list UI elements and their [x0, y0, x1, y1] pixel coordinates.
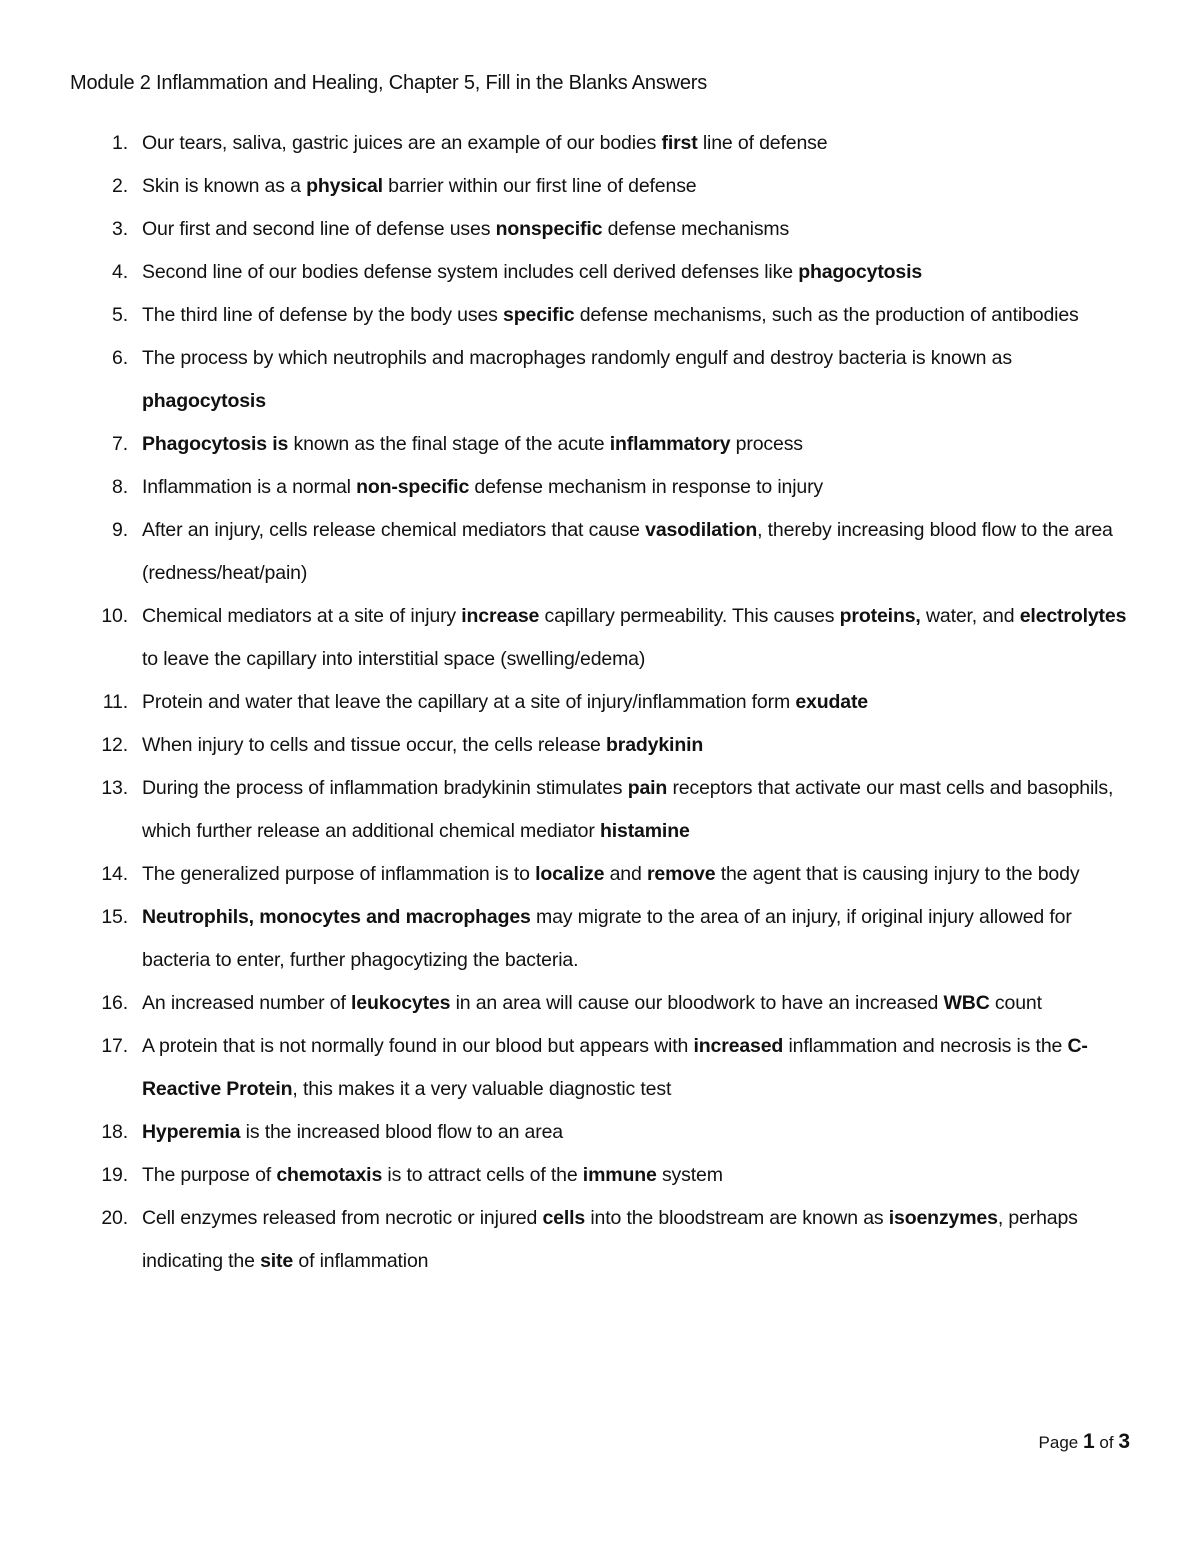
list-item-text — [142, 175, 697, 197]
list-item-text — [142, 132, 827, 154]
list-item-number: 6. — [112, 347, 128, 369]
list-item — [0, 724, 1200, 767]
list-item-text — [142, 476, 823, 498]
answer-term: phagocytosis — [798, 261, 923, 283]
statement-text: defense mechanisms, such as the production of antibodies — [574, 304, 1079, 326]
list-item-number: 2. — [112, 175, 128, 197]
list-item-number: 16. — [101, 992, 128, 1014]
list-item-number: 13. — [101, 777, 128, 799]
answer-term: Neutrophils, monocytes and macrophages — [142, 906, 531, 928]
list-item — [0, 337, 1200, 423]
statement-text: Our tears, saliva, gastric juices are an example of our bodies — [142, 132, 662, 154]
page-label: Page — [1038, 1433, 1079, 1452]
answer-term: cells — [542, 1207, 586, 1229]
statement-text: The process by which neutrophils and macrophages randomly engulf and destroy bacteria is known as — [142, 347, 1012, 369]
answer-term: site — [260, 1250, 294, 1272]
statement-text: The third line of defense by the body uses — [142, 304, 504, 326]
list-item-text — [142, 433, 803, 455]
list-item — [0, 896, 1200, 982]
list-item — [0, 423, 1200, 466]
answer-term: phagocytosis — [142, 390, 266, 412]
list-item — [0, 251, 1200, 294]
list-item — [0, 1025, 1200, 1111]
list-item-number: 4. — [112, 261, 128, 283]
list-item-number: 15. — [101, 906, 128, 928]
list-item-number: 10. — [101, 605, 128, 627]
list-item — [0, 294, 1200, 337]
statement-text: Chemical mediators at a site of injury — [142, 605, 462, 627]
list-item-number: 1. — [112, 132, 128, 154]
list-item — [0, 122, 1200, 165]
statement-text: capillary permeability. This causes — [539, 605, 840, 627]
list-item-text — [142, 691, 868, 713]
statement-text: defense mechanism in response to injury — [469, 476, 824, 498]
list-item-number: 7. — [112, 433, 128, 455]
statement-text: and — [604, 863, 647, 885]
list-item-text — [142, 605, 1126, 670]
list-item-text — [142, 777, 1113, 842]
list-item-number: 19. — [101, 1164, 128, 1186]
list-item-text — [142, 734, 703, 756]
answer-list — [0, 122, 1200, 1283]
answer-term: increase — [461, 605, 540, 627]
statement-text: known as the final stage of the acute — [288, 433, 610, 455]
list-item-number: 12. — [101, 734, 128, 756]
list-item-text — [142, 1121, 563, 1143]
answer-term: histamine — [599, 820, 690, 842]
list-item — [0, 466, 1200, 509]
answer-term: WBC — [943, 992, 990, 1014]
statement-text: A protein that is not normally found in our blood but appears with — [142, 1035, 694, 1057]
statement-text: The purpose of — [142, 1164, 277, 1186]
statement-text: line of defense — [697, 132, 828, 154]
statement-text: The generalized purpose of inflammation is to — [142, 863, 536, 885]
list-item-number: 9. — [112, 519, 128, 541]
statement-text: Inflammation is a normal — [142, 476, 357, 498]
statement-text: system — [656, 1164, 723, 1186]
list-item-text — [142, 1035, 1088, 1100]
current-page-number: 1 — [1082, 1430, 1095, 1453]
statement-text: is to attract cells of the — [382, 1164, 583, 1186]
answer-term: exudate — [795, 691, 868, 713]
statement-text: Skin is known as a — [142, 175, 307, 197]
list-item-text — [142, 218, 789, 240]
list-item — [0, 509, 1200, 595]
statement-text: , perhaps indicating the — [142, 1207, 1078, 1272]
list-item — [0, 1111, 1200, 1154]
of-label: of — [1099, 1433, 1114, 1452]
answer-term: specific — [503, 304, 575, 326]
list-item — [0, 681, 1200, 724]
list-item — [0, 595, 1200, 681]
statement-text: is the increased blood flow to an area — [240, 1121, 563, 1143]
list-item-text — [142, 304, 1079, 326]
statement-text: Our first and second line of defense uses — [142, 218, 496, 240]
list-item-number: 20. — [101, 1207, 128, 1229]
statement-text: Second line of our bodies defense system includes cell derived defenses like — [142, 261, 799, 283]
list-item-text — [142, 519, 1113, 584]
statement-text: When injury to cells and tissue occur, the cells release — [142, 734, 607, 756]
list-item-number: 17. — [101, 1035, 128, 1057]
statement-text: barrier within our first line of defense — [382, 175, 697, 197]
statement-text: Cell enzymes released from necrotic or injured — [142, 1207, 543, 1229]
statement-text: An increased number of — [142, 992, 352, 1014]
answer-term: bradykinin — [606, 734, 704, 756]
answer-term: nonspecific — [495, 218, 603, 240]
answer-term: isoenzymes — [888, 1207, 998, 1229]
list-item — [0, 1197, 1200, 1283]
statement-text: Protein and water that leave the capillary at a site of injury/inflammation form — [142, 691, 796, 713]
statement-text: inflammation and necrosis is the — [783, 1035, 1068, 1057]
statement-text: defense mechanisms — [602, 218, 790, 240]
statement-text: After an injury, cells release chemical mediators that cause — [142, 519, 646, 541]
list-item — [0, 982, 1200, 1025]
answer-term: leukocytes — [351, 992, 451, 1014]
statement-text: , this makes it a very valuable diagnostic test — [292, 1078, 672, 1100]
statement-text: During the process of inflammation bradykinin stimulates — [142, 777, 628, 799]
answer-term: localize — [535, 863, 605, 885]
statement-text: of inflammation — [293, 1250, 429, 1272]
statement-text: water, and — [920, 605, 1020, 627]
list-item-text — [142, 863, 1079, 885]
list-item — [0, 165, 1200, 208]
statement-text: count — [989, 992, 1042, 1014]
answer-term: immune — [582, 1164, 657, 1186]
answer-term: chemotaxis — [276, 1164, 383, 1186]
list-item-number: 5. — [112, 304, 128, 326]
list-item-text — [142, 906, 1072, 971]
list-item-number: 3. — [112, 218, 128, 240]
answer-term: proteins, — [839, 605, 921, 627]
answer-term: Hyperemia — [142, 1121, 241, 1143]
list-item — [0, 853, 1200, 896]
list-item-text — [142, 1164, 723, 1186]
statement-text: may migrate to the area of an injury, if original injury allowed for bacteria to enter, further phagocytizing the bacteria. — [142, 906, 1072, 971]
document-title: Module 2 Inflammation and Healing, Chapter 5, Fill in the Blanks Answers — [70, 72, 708, 94]
list-item-number: 8. — [112, 476, 128, 498]
answer-term: vasodilation — [645, 519, 758, 541]
page-footer — [1039, 1430, 1130, 1454]
answer-term: inflammatory — [609, 433, 731, 455]
total-pages-number: 3 — [1118, 1430, 1130, 1453]
statement-text: to leave the capillary into interstitial space (swelling/edema) — [142, 648, 646, 670]
statement-text: into the bloodstream are known as — [585, 1207, 889, 1229]
list-item-text — [142, 261, 922, 283]
list-item — [0, 767, 1200, 853]
answer-term: Phagocytosis is — [142, 433, 289, 455]
list-item-number: 14. — [101, 863, 128, 885]
list-item-number: 18. — [101, 1121, 128, 1143]
answer-term: pain — [627, 777, 668, 799]
list-item-number: 11. — [102, 691, 128, 713]
statement-text: receptors that activate our mast cells and basophils, which further release an additional chemical mediator — [142, 777, 1114, 842]
answer-term: electrolytes — [1019, 605, 1127, 627]
answer-term: physical — [306, 175, 383, 197]
answer-term: first — [661, 132, 698, 154]
list-item — [0, 208, 1200, 251]
statement-text: in an area will cause our bloodwork to have an increased — [450, 992, 944, 1014]
statement-text: process — [730, 433, 803, 455]
statement-text: the agent that is causing injury to the body — [715, 863, 1080, 885]
answer-term: remove — [646, 863, 716, 885]
statement-text: , thereby increasing blood flow to the area (redness/heat/pain) — [142, 519, 1113, 584]
answer-term: non-specific — [356, 476, 470, 498]
answer-term: increased — [693, 1035, 784, 1057]
list-item-text — [142, 992, 1042, 1014]
list-item-text — [142, 347, 1012, 412]
answer-term: C-Reactive Protein — [142, 1035, 1088, 1100]
list-item-text — [142, 1207, 1078, 1272]
list-item — [0, 1154, 1200, 1197]
